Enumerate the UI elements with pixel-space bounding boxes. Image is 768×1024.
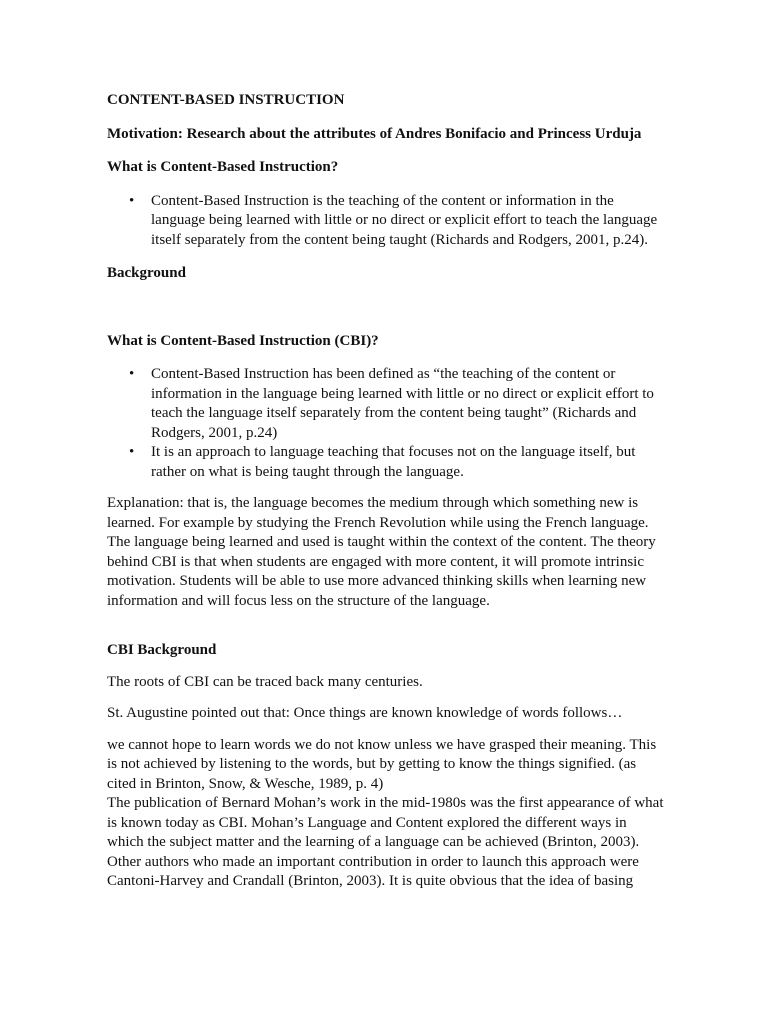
list-item bbox=[107, 443, 667, 482]
document-title: CONTENT-BASED INSTRUCTION bbox=[107, 92, 345, 108]
augustine-quote-paragraph: we cannot hope to learn words we do not know unless we have grasped their meaning. This is not achieved by listening to the words, but by getting to know the things signified. (as cited in Brinton, Snow, & Wesche, 1989, p. 4) bbox=[107, 736, 657, 792]
question-heading-2: What is Content-Based Instruction (CBI)? bbox=[107, 332, 379, 349]
list-item-text: It is an approach to language teaching that focuses not on the language itself, but rather on what is being taught through the language. bbox=[151, 444, 636, 480]
cbi-background-paragraph-2: St. Augustine pointed out that: Once things are known knowledge of words follows… bbox=[107, 705, 623, 721]
list-item bbox=[107, 365, 667, 443]
bullet-icon: • bbox=[129, 444, 135, 460]
cbi-background-paragraph-4: The publication of Bernard Mohan’s work in the mid-1980s was the first appearance of what is known today as CBI. Mohan’s Language and Content explored the different ways in which the subject matter and the learning of a language can be achieved (Brinton, 2003). Other authors who made an important contribution in order to launch this approach were Cantoni-Harvey and Crandall (Brinton, 2003). It is quite obvious that the idea of basing bbox=[107, 795, 664, 889]
cbi-background-heading: CBI Background bbox=[107, 642, 217, 658]
background-heading: Background bbox=[107, 265, 186, 281]
question-heading-1: What is Content-Based Instruction? bbox=[107, 159, 339, 175]
list-item-text: Content-Based Instruction is the teaching of the content or information in the language being learned with little or no direct or explicit effort to teach the language itself separately from the content being taught (Richards and Rodgers, 2001, p.24). bbox=[151, 192, 658, 248]
bullet-icon: • bbox=[129, 192, 135, 209]
explanation-paragraph: Explanation: that is, the language becomes the medium through which something new is learned. For example by studying the French Revolution while using the French language. The language being learned and used is taught within the context of the content. The theory behind CBI is that when students are engaged with more content, it will promote intrinsic motivation. Students will be able to use more advanced thinking skills when learning new information and will focus less on the structure of the language. bbox=[107, 495, 656, 609]
list-item-text: Content-Based Instruction has been defined as “the teaching of the content or information in the language being learned with little or no direct or explicit effort to teach the language itself separately from the content being taught” (Richards and Rodgers, 2001, p.24) bbox=[151, 366, 654, 441]
motivation-heading: Motivation: Research about the attributes of Andres Bonifacio and Princess Urduja bbox=[107, 125, 642, 142]
bullet-list-1 bbox=[107, 192, 667, 251]
list-item bbox=[107, 192, 667, 251]
cbi-background-paragraph-1: The roots of CBI can be traced back many centuries. bbox=[107, 673, 423, 690]
bullet-list-2 bbox=[107, 365, 667, 482]
document-page bbox=[107, 91, 667, 892]
bullet-icon: • bbox=[129, 366, 135, 382]
